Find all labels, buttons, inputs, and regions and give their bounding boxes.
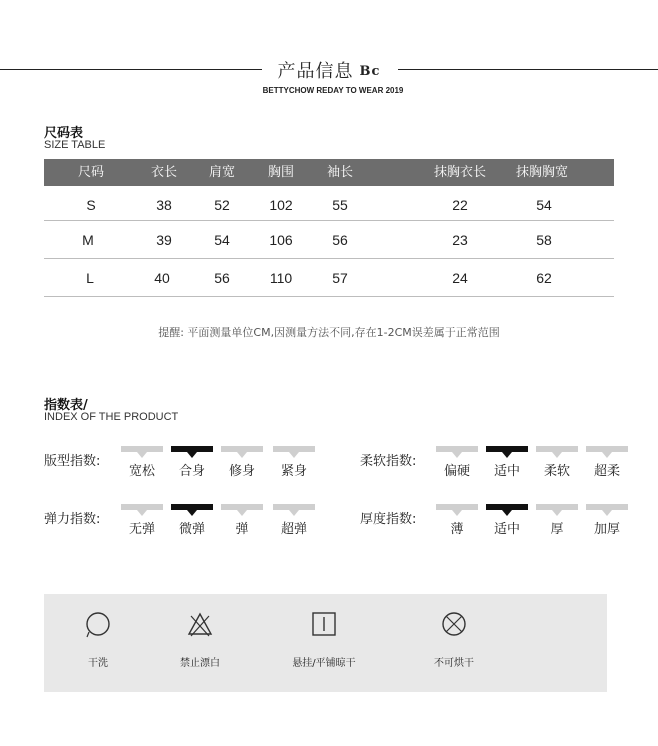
elasticity-option: 弹 [221, 504, 263, 537]
care-item-no-tumble-dry [409, 594, 499, 669]
thickness-index-label: 厚度指数: [360, 512, 417, 527]
column-header: 尺码 [77, 165, 105, 180]
hang-dry-icon [310, 610, 338, 640]
softness-option: 柔软 [536, 446, 578, 479]
fit-option-selected: 合身 [171, 446, 213, 479]
table-cell: M [82, 232, 94, 248]
care-label: 干洗 [88, 658, 108, 669]
elasticity-option: 无弹 [121, 504, 163, 537]
table-cell: 54 [536, 197, 552, 213]
table-cell: 102 [269, 197, 293, 213]
column-header: 胸围 [267, 165, 295, 180]
page-title-text: 产品信息 [277, 61, 354, 82]
brand-logo: Bc [359, 64, 381, 79]
table-cell: 106 [269, 232, 293, 248]
care-instructions-panel [44, 594, 607, 692]
thickness-option: 薄 [436, 504, 478, 537]
table-cell: 23 [452, 232, 468, 248]
table-cell: 56 [214, 270, 230, 286]
page-subtitle: BETTYCHOW REDAY TO WEAR 2019 [262, 86, 404, 95]
index-subtitle: INDEX OF THE PRODUCT [44, 411, 179, 423]
size-table-header [44, 159, 614, 186]
care-label: 悬挂/平铺晾干 [292, 658, 356, 669]
softness-option-selected: 适中 [486, 446, 528, 479]
row-divider [44, 296, 614, 297]
softness-option: 偏硬 [436, 446, 478, 479]
table-cell: S [86, 197, 96, 213]
table-cell: 54 [214, 232, 230, 248]
column-header: 衣长 [150, 165, 178, 180]
fit-option: 紧身 [273, 446, 315, 479]
fit-option: 修身 [221, 446, 263, 479]
index-title: 指数表/ [44, 398, 88, 413]
size-table-title: 尺码表 [44, 126, 84, 141]
elasticity-option-selected: 微弹 [171, 504, 213, 537]
softness-index-label: 柔软指数: [360, 454, 417, 469]
table-cell: 24 [452, 270, 468, 286]
column-header: 抹胸胸宽 [515, 165, 569, 180]
care-label: 不可烘干 [434, 658, 474, 669]
page-title [0, 57, 658, 83]
no-bleach-icon [186, 610, 214, 640]
care-item-dry-clean [53, 594, 143, 669]
table-cell: 58 [536, 232, 552, 248]
table-cell: 38 [156, 197, 172, 213]
size-table-subtitle: SIZE TABLE [44, 139, 106, 151]
care-item-no-bleach [155, 594, 245, 669]
thickness-option: 加厚 [586, 504, 628, 537]
thickness-option: 厚 [536, 504, 578, 537]
table-cell: 39 [156, 232, 172, 248]
elasticity-option: 超弹 [273, 504, 315, 537]
table-cell: 56 [332, 232, 348, 248]
softness-option: 超柔 [586, 446, 628, 479]
thickness-option-selected: 适中 [486, 504, 528, 537]
measurement-note: 提醒: 平面测量单位CM,因测量方法不同,存在1-2CM误差属于正常范围 [158, 326, 500, 339]
care-item-hang-dry [279, 594, 369, 669]
table-cell: 40 [154, 270, 170, 286]
column-header: 袖长 [326, 165, 354, 180]
table-cell: 110 [269, 270, 293, 286]
table-cell: 52 [214, 197, 230, 213]
column-header: 肩宽 [208, 165, 236, 180]
table-cell: 57 [332, 270, 348, 286]
table-cell: 22 [452, 197, 468, 213]
row-divider [44, 258, 614, 259]
column-header: 抹胸衣长 [433, 165, 487, 180]
table-cell: L [86, 270, 94, 286]
fit-index-label: 版型指数: [44, 454, 101, 469]
fit-option: 宽松 [121, 446, 163, 479]
no-tumble-dry-icon [440, 610, 468, 640]
table-cell: 62 [536, 270, 552, 286]
elasticity-index-label: 弹力指数: [44, 512, 101, 527]
care-label: 禁止漂白 [180, 658, 220, 669]
dry-clean-icon [84, 610, 112, 640]
table-cell: 55 [332, 197, 348, 213]
row-divider [44, 220, 614, 221]
